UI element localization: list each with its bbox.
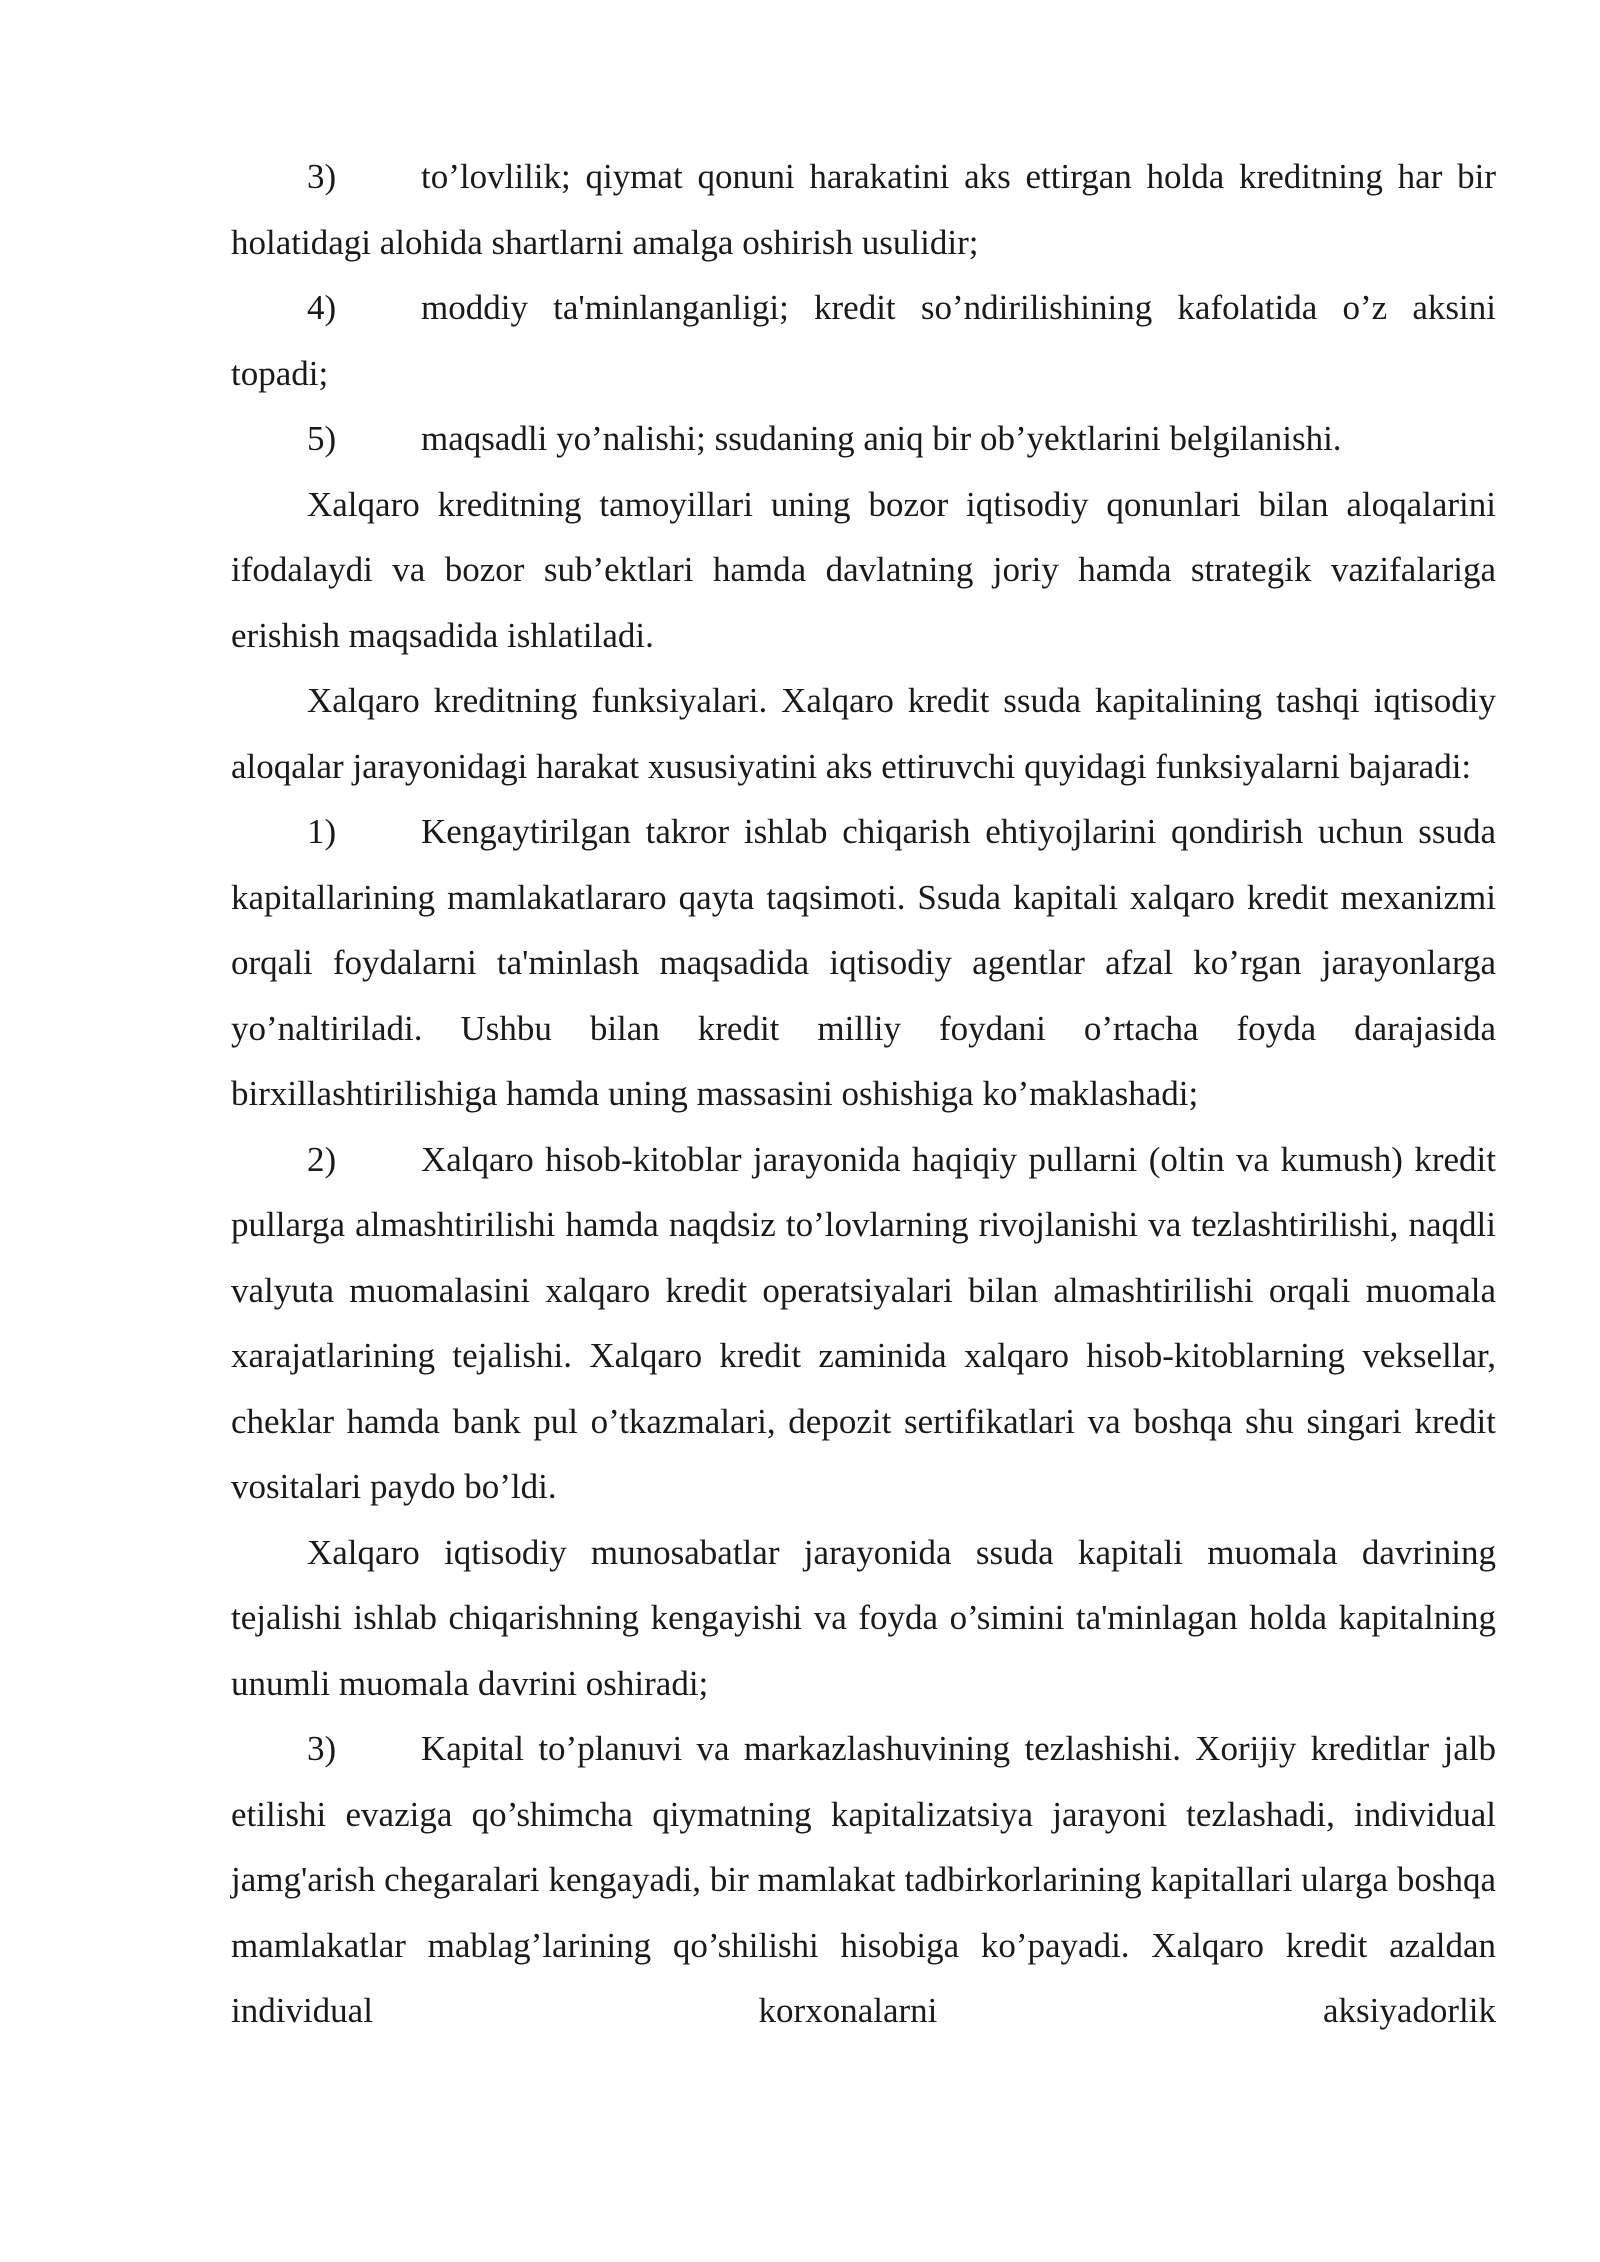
list-number: 2): [307, 1139, 337, 1179]
list-text: Xalqaro hisob-kitoblar jarayonida haqiqiy pullarni (oltin va kumush) kredit pullarga almashtirilishi hamda naqdsiz to’lovlarning rivojlanishi va tezlashtirilishi, naqdli valyuta muomalasini xalqaro kredit operatsiyalari bilan almashtirilishi orqali muomala xarajatlarining tejalishi. Xalqaro kredit zaminida xalqaro hisob-kitoblarning veksellar, cheklar hamda bank pul o’tkazmalari, depozit sertifikatlari va boshqa shu singari kredit vositalari paydo bo’ldi.: [231, 1139, 1496, 1506]
list-number: 3): [307, 1729, 337, 1768]
list-number: 5): [307, 419, 337, 458]
list-text: to’lovlilik; qiymat qonuni harakatini aks ettirgan holda kreditning har bir holatidagi alohida shartlarni amalga oshirish usulidir;: [231, 157, 1496, 262]
list-number: 3): [307, 157, 337, 196]
paragraph: Xalqaro kreditning tamoyillari uning bozor iqtisodiy qonunlari bilan aloqalarini ifodalaydi va bozor sub’ektlari hamda davlatning joriy hamda strategik vazifalariga erishish maqsadida ishlatiladi.: [231, 484, 1496, 655]
list-item: [231, 144, 1496, 275]
document-page: [231, 144, 1496, 2044]
list-item: [231, 799, 1496, 1127]
list-text: moddiy ta'minlanganligi; kredit so’ndirilishining kafolatida o’z aksini topadi;: [231, 288, 1496, 393]
list-item: [231, 275, 1496, 406]
paragraph: Xalqaro kreditning funksiyalari. Xalqaro kredit ssuda kapitalining tashqi iqtisodiy aloqalar jarayonidagi harakat xususiyatini aks ettiruvchi quyidagi funksiyalarni bajaradi:: [231, 681, 1496, 786]
list-item: [231, 1716, 1496, 2044]
list-item: [231, 406, 1496, 472]
list-number: 1): [307, 812, 337, 851]
list-item: [231, 1127, 1496, 1520]
paragraph: Xalqaro iqtisodiy munosabatlar jarayonida ssuda kapitali muomala davrining tejalishi ishlab chiqarishning kengayishi va foyda o’simini ta'minlagan holda kapitalning unumli muomala davrini oshiradi;: [231, 1532, 1496, 1703]
list-text: maqsadli yo’nalishi; ssudaning aniq bir ob’yektlarini belgilanishi.: [421, 419, 1342, 458]
list-text: Kapital to’planuvi va markazlashuvining tezlashishi. Xorijiy kreditlar jalb etilishi evaziga qo’shimcha qiymatning kapitalizatsiya jarayoni tezlashadi, individual jamg'arish chegaralari kengayadi, bir mamlakat tadbirkorlarining kapitallari ularga boshqa mamlakatlar mablag’larining qo’shilishi hisobiga ko’payadi. Xalqaro kredit azaldan individual korxonalarni aksiyadorlik: [231, 1729, 1496, 2030]
list-text: Kengaytirilgan takror ishlab chiqarish ehtiyojlarini qondirish uchun ssuda kapitallarining mamlakatlararo qayta taqsimoti. Ssuda kapitali xalqaro kredit mexanizmi orqali foydalarni ta'minlash maqsadida iqtisodiy agentlar afzal ko’rgan jarayonlarga yo’naltiriladi. Ushbu bilan kredit milliy foydani o’rtacha foyda darajasida birxillashtirilishiga hamda uning massasini oshishiga ko’maklashadi;: [231, 812, 1496, 1113]
list-number: 4): [307, 288, 337, 327]
